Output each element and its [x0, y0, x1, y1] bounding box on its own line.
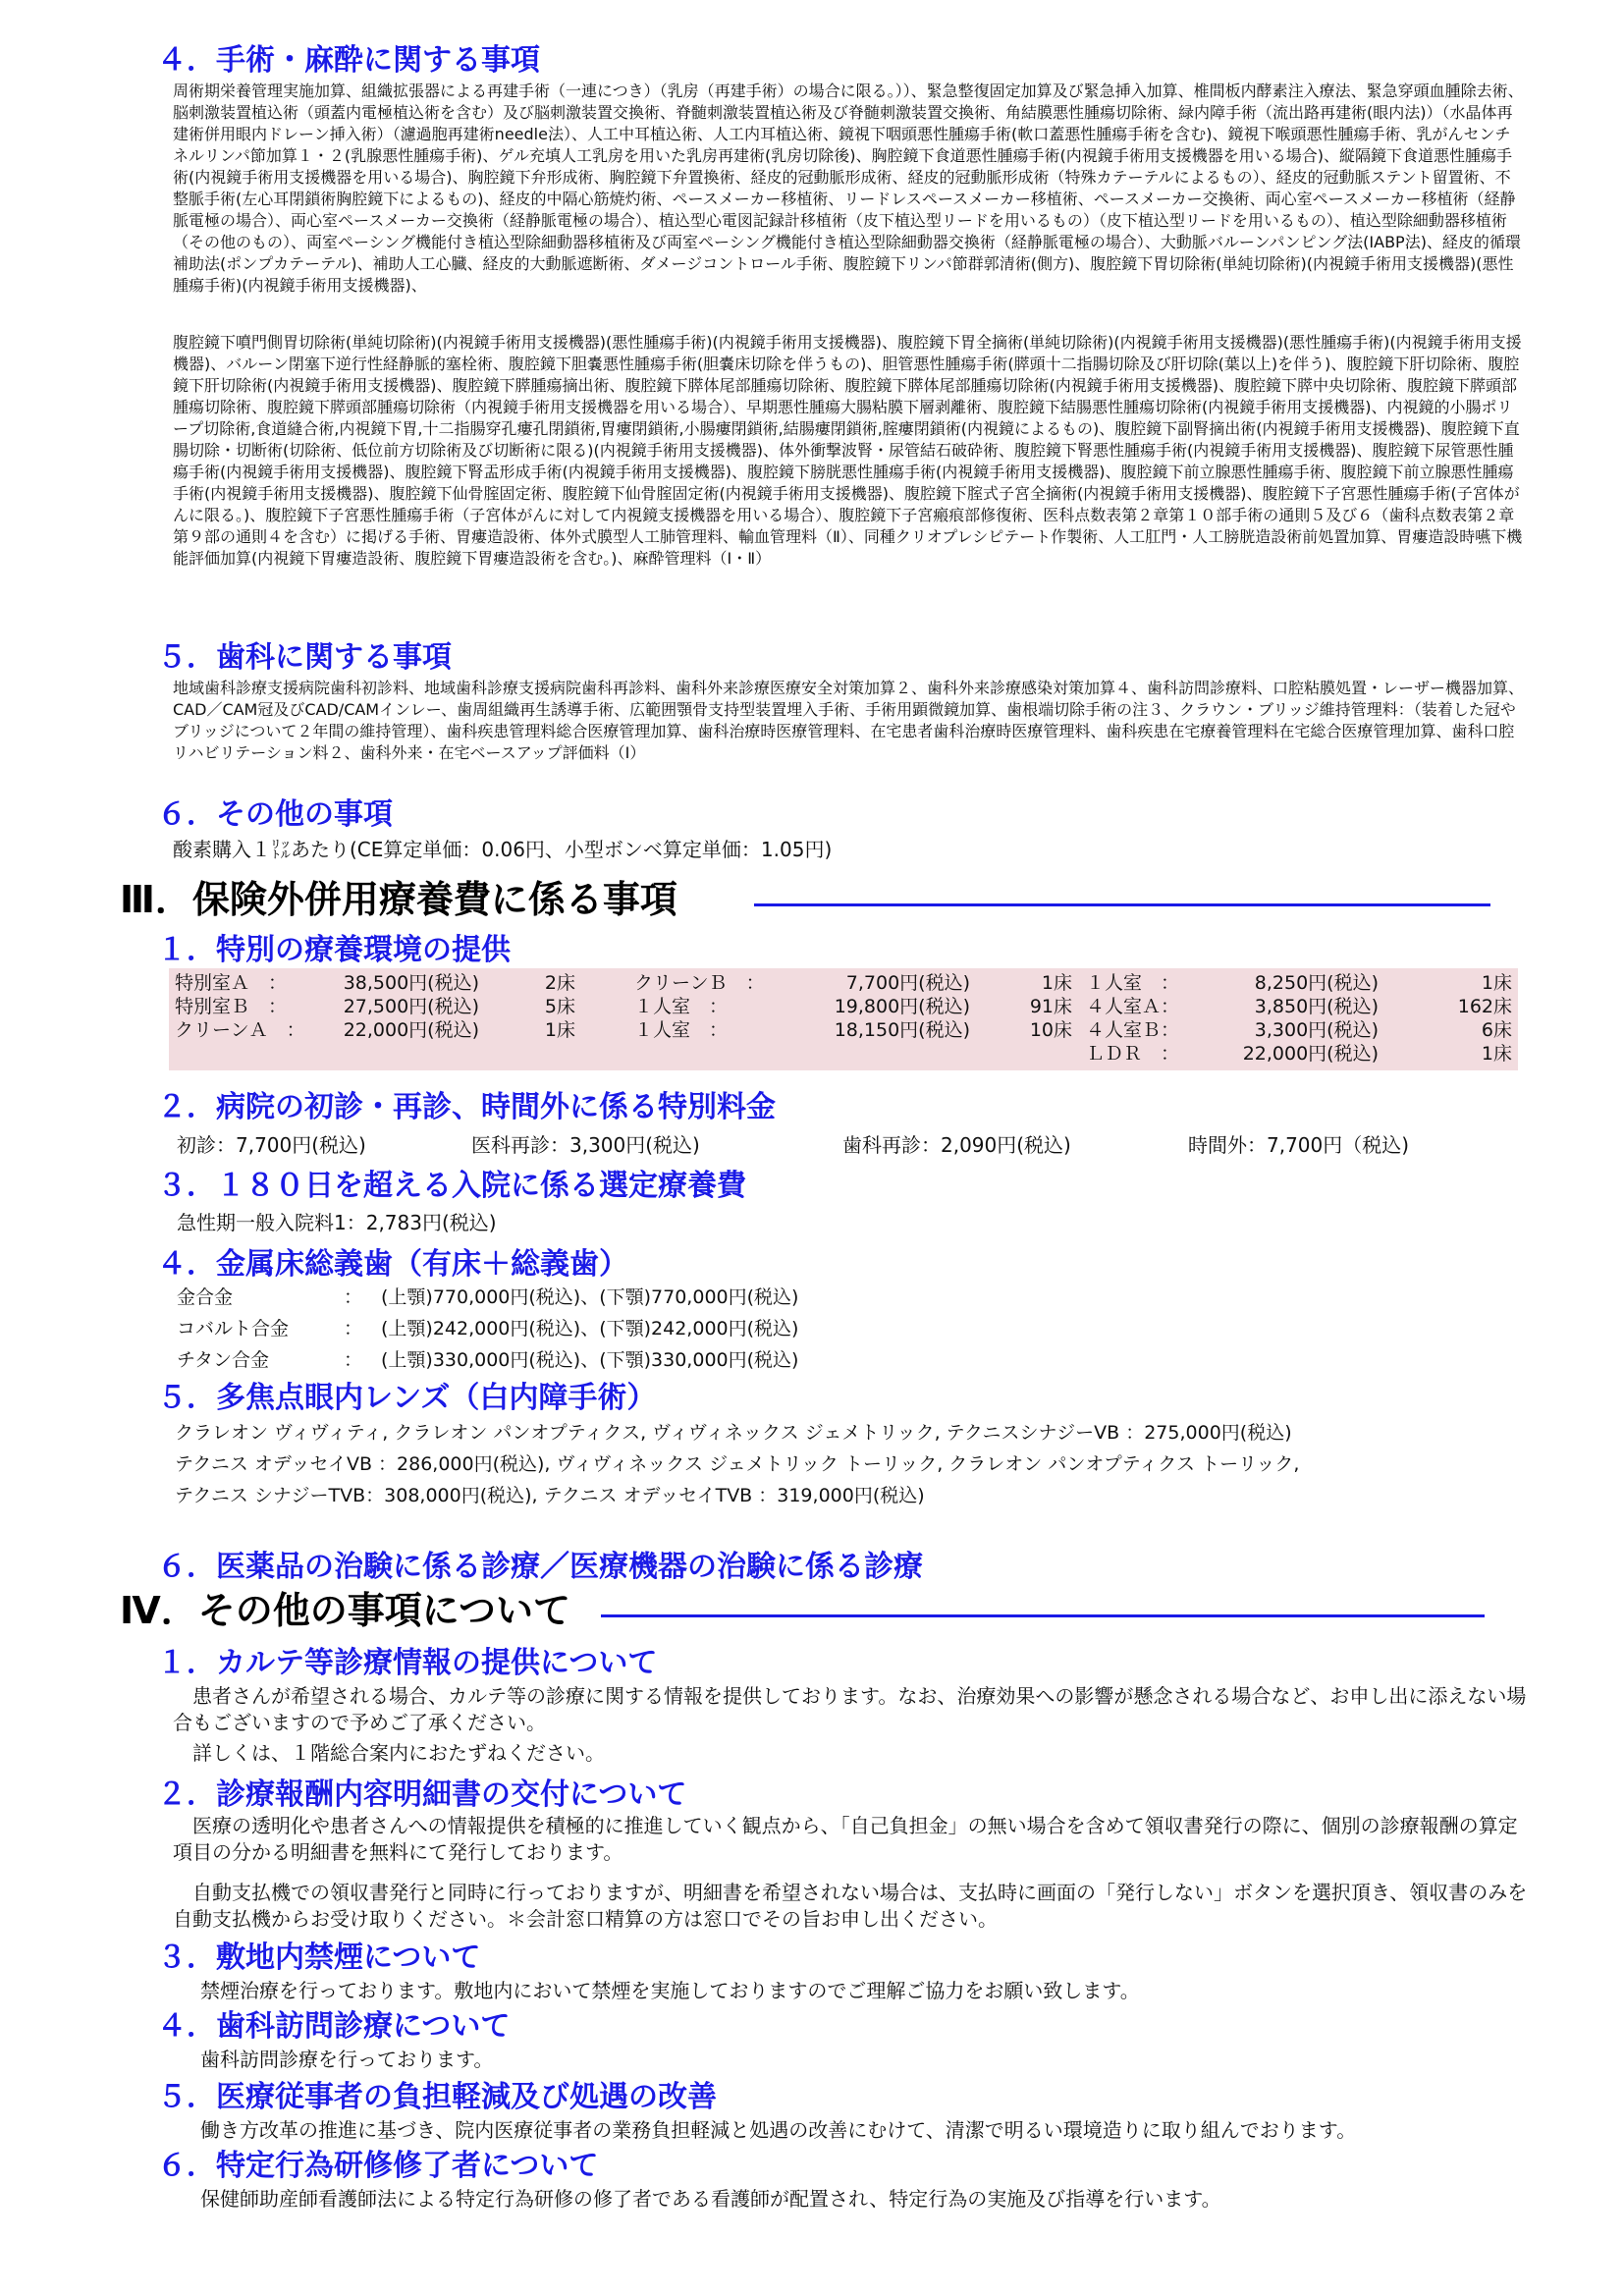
- section-other-heading: ６．その他の事項: [157, 797, 393, 832]
- room-fee-price: 22,000円(税込): [1242, 1043, 1379, 1065]
- denture-titanium-colon: ：: [344, 1349, 363, 1371]
- multifocal-lens-heading: ５．多焦点眼内レンズ（白内障手術）: [157, 1381, 657, 1415]
- room-bed-count: 162床: [1457, 996, 1512, 1017]
- workload-text: 働き方改革の推進に基づき、院内医療従事者の業務負担軽減と処遇の改善にむけて、清潔で明るい環境造りに取り組んでおります。: [200, 2118, 1357, 2142]
- lens-price-line-3: テクニス シナジーTVB：308,000円(税込), テクニス オデッセイTVB ：319,000円(税込): [175, 1485, 925, 1506]
- itemized-bill-text-2: 自動支払機での領収書発行と同時に行っておりますが、明細書を希望されない場合は、支払時に画面の「発行しない」ボタンを選択頂き、領収書のみを自動支払機からお受け取りください。＊会計窓口精算の方は窓口でその旨お申し出ください。: [173, 1881, 1528, 1931]
- room-fee-price: 7,700円(税込): [845, 972, 970, 994]
- denture-cobalt-name: コバルト合金: [177, 1318, 290, 1339]
- special-fee-heading: ２．病院の初診・再診、時間外に係る特別料金: [157, 1090, 776, 1124]
- oxygen-price-text: 酸素購入１㍑あたり(CE算定単価：0.06円、小型ボンベ算定単価：1.05円): [173, 838, 833, 861]
- room-fee-price: 27,500円(税込): [343, 996, 479, 1017]
- room-bed-count: 2床: [544, 972, 575, 994]
- initial-visit-fee: 初診：7,700円(税込): [177, 1133, 366, 1157]
- denture-gold-name: 金合金: [177, 1286, 234, 1308]
- room-bed-count: 10床: [1029, 1019, 1072, 1041]
- workload-heading: ５．医療従事者の負担軽減及び処遇の改善: [157, 2080, 717, 2114]
- medical-record-heading: １．カルテ等診療情報の提供について: [157, 1646, 658, 1680]
- room-fee-price: 19,800円(税込): [834, 996, 970, 1017]
- itemized-bill-heading: ２．診療報酬内容明細書の交付について: [157, 1777, 687, 1812]
- room-fee-price: 18,150円(税込): [834, 1019, 970, 1041]
- room-bed-count: 1床: [1481, 1043, 1512, 1065]
- denture-cobalt-colon: ：: [344, 1318, 363, 1339]
- medical-record-text-1: 患者さんが希望される場合、カルテ等の診療に関する情報を提供しております。なお、治療効果への影響が懸念される場合など、お申し出に添えない場合もございますので予めご了承ください。: [173, 1684, 1527, 1734]
- room-type-name: ＬＤＲ ：: [1086, 1043, 1180, 1065]
- lens-price-line-1: クラレオン ヴィヴィティ, クラレオン パンオプティクス, ヴィヴィネックス ジェメトリック, テクニスシナジーVB ：275,000円(税込): [175, 1422, 1292, 1444]
- room-fee-price: 22,000円(税込): [343, 1019, 479, 1041]
- specified-act-heading: ６．特定行為研修修了者について: [157, 2149, 599, 2183]
- room-type-name: １人室 ：: [634, 996, 729, 1017]
- room-fee-price: 8,250円(税込): [1254, 972, 1379, 994]
- no-smoking-heading: ３．敷地内禁煙について: [157, 1941, 481, 1975]
- room-bed-count: 1床: [1481, 972, 1512, 994]
- room-fee-price: 3,850円(税込): [1254, 996, 1379, 1017]
- dental-home-visit-heading: ４．歯科訪問診療について: [157, 2009, 511, 2044]
- dental-revisit-fee: 歯科再診：2,090円(税込): [842, 1133, 1071, 1157]
- part-iv-rule: [601, 1614, 1485, 1617]
- surgery-list-text-1: 周術期栄養管理実施加算、組織拡張器による再建手術（一連につき）（乳房（再建手術）の場合に限る。））、緊急整復固定加算及び緊急挿入加算、椎間板内酵素注入療法、緊急穿頭血腫除去術、脳刺激装置植込術（頭蓋内電極植込術を含む）及び脳刺激装置交換術、脊髄刺激装置植込術及び脊髄刺激装置交換術、角結膜悪性腫瘍切除術、緑内障手術（流出路再建術(眼内法)）（水晶体再建術併用眼内ドレーン挿入術）（濾過胞再建術needle法）、人工中耳植込術、人工内耳植込術、鏡視下咽頭悪性腫瘍手術(軟口蓋悪性腫瘍手術を含む)、鏡視下喉頭悪性腫瘍手術、乳がんセンチネルリンパ節加算１・２(乳腺悪性腫瘍手術)、ゲル充填人工乳房を用いた乳房再建術(乳房切除後)、胸腔鏡下食道悪性腫瘍手術(内視鏡手術用支援機器を用いる場合)、縦隔鏡下食道悪性腫瘍手術(内視鏡手術用支援機器を用いる場合)、胸腔鏡下弁形成術、胸腔鏡下弁置換術、経皮的冠動脈形成術、経皮的冠動脈形成術（特殊カテーテルによるもの）、経皮的冠動脈ステント留置術、不整脈手術(左心耳閉鎖術胸腔鏡下によるもの)、経皮的中隔心筋焼灼術、ペースメーカー移植術、リードレスペースメーカー移植術、ペースメーカー交換術、両心室ペースメーカー移植術（経静脈電極の場合）、両心室ペースメーカー交換術（経静脈電極の場合）、植込型心電図記録計移植術（皮下植込型リードを用いるもの）（皮下植込型リードを用いるもの）、植込型除細動器移植術（その他のもの）、両室ペーシング機能付き植込型除細動器移植術及び両室ペーシング機能付き植込型除細動器交換術（経静脈電極の場合）、大動脈バルーンパンピング法(IABP法)、経皮的循環補助法(ポンプカテーテル)、補助人工心臓、経皮的大動脈遮断術、ダメージコントロール手術、腹腔鏡下リンパ節群郭清術(側方)、腹腔鏡下胃切除術(単純切除術)(内視鏡手術用支援機器)(悪性腫瘍手術)(内視鏡手術用支援機器)、: [173, 82, 1524, 295]
- dental-home-visit-text: 歯科訪問診療を行っております。: [200, 2048, 494, 2071]
- long-stay-heading: ３．１８０日を超える入院に係る選定療養費: [157, 1169, 746, 1203]
- denture-titanium-price: (上顎)330,000円(税込)、(下顎)330,000円(税込): [381, 1349, 799, 1371]
- room-bed-count: 91床: [1029, 996, 1072, 1017]
- room-type-name: １人室 ：: [634, 1019, 729, 1041]
- room-type-name: 特別室Ａ ：: [175, 972, 288, 994]
- itemized-bill-text-1: 医療の透明化や患者さんへの情報提供を積極的に推進していく観点から、「自己負担金」の無い場合を含めて領収書発行の際に、個別の診療報酬の算定項目の分かる明細書を無料にて発行しております。: [173, 1814, 1518, 1864]
- long-stay-fee: 急性期一般入院料1：2,783円(税込): [177, 1211, 497, 1234]
- denture-cobalt-price: (上顎)242,000円(税込)、(下顎)242,000円(税込): [381, 1318, 799, 1339]
- part-iv-heading: Ⅳ．その他の事項について: [120, 1589, 570, 1632]
- dental-list-text: 地域歯科診療支援病院歯科初診料、地域歯科診療支援病院歯科再診料、歯科外来診療医療安全対策加算２、歯科外来診療感染対策加算４、歯科訪問診療料、口腔粘膜処置・レーザー機器加算、CAD／CAM冠及びCAD/CAMインレー、歯周組織再生誘導手術、広範囲顎骨支持型装置埋入手術、手術用顕微鏡加算、歯根端切除手術の注３、クラウン・ブリッジ維持管理料：（装着した冠やブリッジについて２年間の維持管理）、歯科疾患管理料総合医療管理加算、歯科治療時医療管理料、在宅患者歯科治療時医療管理料、歯科疾患在宅療養管理料在宅総合医療管理加算、歯科口腔リハビリテーション料２、歯科外来・在宅ベースアップ評価料（Ⅰ）: [173, 679, 1525, 762]
- section-dental-heading: ５．歯科に関する事項: [157, 640, 452, 675]
- denture-gold-price: (上顎)770,000円(税込)、(下顎)770,000円(税込): [381, 1286, 799, 1308]
- room-bed-count: 1床: [1041, 972, 1072, 994]
- denture-gold-colon: ：: [344, 1286, 363, 1308]
- room-type-name: １人室 ：: [1086, 972, 1180, 994]
- medical-record-text-2: 詳しくは、１階総合案内におたずねください。: [173, 1741, 605, 1765]
- room-fee-price: 38,500円(税込): [343, 972, 479, 994]
- room-environment-heading: １．特別の療養環境の提供: [157, 933, 511, 967]
- room-fee-price: 3,300円(税込): [1254, 1019, 1379, 1041]
- surgery-list-text-2: 腹腔鏡下噴門側胃切除術(単純切除術)(内視鏡手術用支援機器)(悪性腫瘍手術)(内視鏡手術用支援機器)、腹腔鏡下胃全摘術(単純切除術)(内視鏡手術用支援機器)(悪性腫瘍手術)(内視鏡手術用支援機器)、バルーン閉塞下逆行性経静脈的塞栓術、腹腔鏡下胆嚢悪性腫瘍手術(胆嚢床切除を伴うもの)、胆管悪性腫瘍手術(膵頭十二指腸切除及び肝切除(葉以上)を伴う)、腹腔鏡下肝切除術、腹腔鏡下肝切除術(内視鏡手術用支援機器)、腹腔鏡下膵腫瘍摘出術、腹腔鏡下膵体尾部腫瘍切除術、腹腔鏡下膵体尾部腫瘍切除術(内視鏡手術用支援機器)、腹腔鏡下膵中央切除術、腹腔鏡下膵頭部腫瘍切除術、腹腔鏡下膵頭部腫瘍切除術（内視鏡手術用支援機器を用いる場合）、早期悪性腫瘍大腸粘膜下層剥離術、腹腔鏡下結腸悪性腫瘍切除術(内視鏡手術用支援機器)、内視鏡的小腸ポリープ切除術,食道縫合術,内視鏡下胃,十二指腸穿孔瘻孔閉鎖術,胃瘻閉鎖術,小腸瘻閉鎖術,結腸瘻閉鎖術,腟瘻閉鎖術(内視鏡によるもの)、腹腔鏡下副腎摘出術(内視鏡手術用支援機器)、腹腔鏡下直腸切除・切断術(切除術、低位前方切除術及び切断術に限る)(内視鏡手術用支援機器)、体外衝撃波腎・尿管結石破砕術、腹腔鏡下腎悪性腫瘍手術(内視鏡手術用支援機器)、腹腔鏡下尿管悪性腫瘍手術(内視鏡手術用支援機器)、腹腔鏡下腎盂形成手術(内視鏡手術用支援機器)、腹腔鏡下膀胱悪性腫瘍手術(内視鏡手術用支援機器)、腹腔鏡下前立腺悪性腫瘍手術、腹腔鏡下前立腺悪性腫瘍手術(内視鏡手術用支援機器)、腹腔鏡下仙骨腟固定術、腹腔鏡下仙骨腟固定術(内視鏡手術用支援機器)、腹腔鏡下腟式子宮全摘術(内視鏡手術用支援機器)、腹腔鏡下子宮悪性腫瘍手術(子宮体がんに限る。)、腹腔鏡下子宮悪性腫瘍手術（子宮体がんに対して内視鏡支援機器を用いる場合）、腹腔鏡下子宮瘢痕部修復術、医科点数表第２章第１０部手術の通則５及び６（歯科点数表第２章第９部の通則４を含む）に掲げる手術、胃瘻造設術、体外式膜型人工肺管理料、輸血管理料（Ⅱ）、同種クリオプレシピテート作製術、人工肛門・人工膀胱造設術前処置加算、胃瘻造設時嚥下機能評価加算(内視鏡下胃瘻造設術、腹腔鏡下胃瘻造設術を含む。)、麻酔管理料（Ⅰ・Ⅱ）: [173, 333, 1523, 568]
- room-bed-count: 6床: [1481, 1019, 1512, 1041]
- part-iii-rule: [754, 903, 1490, 906]
- no-smoking-text: 禁煙治療を行っております。敷地内において禁煙を実施しておりますのでご理解ご協力をお願い致します。: [200, 1979, 1140, 2002]
- clinical-trial-heading: ６．医薬品の治験に係る診療／医療機器の治験に係る診療: [157, 1550, 923, 1584]
- part-iii-heading: Ⅲ．保険外併用療養費に係る事項: [120, 878, 677, 921]
- room-type-name: クリーンＢ ：: [634, 972, 765, 994]
- room-type-name: ４人室Ｂ：: [1086, 1019, 1180, 1041]
- medical-revisit-fee: 医科再診：3,300円(税込): [471, 1133, 700, 1157]
- room-type-name: ４人室Ａ：: [1086, 996, 1180, 1017]
- after-hours-fee: 時間外：7,700円（税込): [1188, 1133, 1410, 1157]
- denture-titanium-name: チタン合金: [177, 1349, 270, 1371]
- room-bed-count: 1床: [544, 1019, 575, 1041]
- room-type-name: クリーンＡ ：: [175, 1019, 305, 1041]
- room-bed-count: 5床: [544, 996, 575, 1017]
- section-surgery-heading: ４．手術・麻酔に関する事項: [157, 43, 540, 78]
- specified-act-text: 保健師助産師看護師法による特定行為研修の修了者である看護師が配置され、特定行為の実施及び指導を行います。: [200, 2187, 1221, 2211]
- room-type-name: 特別室Ｂ ：: [175, 996, 288, 1017]
- denture-heading: ４．金属床総義歯（有床＋総義歯）: [157, 1247, 628, 1282]
- lens-price-line-2: テクニス オデッセイVB ：286,000円(税込), ヴィヴィネックス ジェメトリック トーリック, クラレオン パンオプティクス トーリック,: [175, 1453, 1300, 1475]
